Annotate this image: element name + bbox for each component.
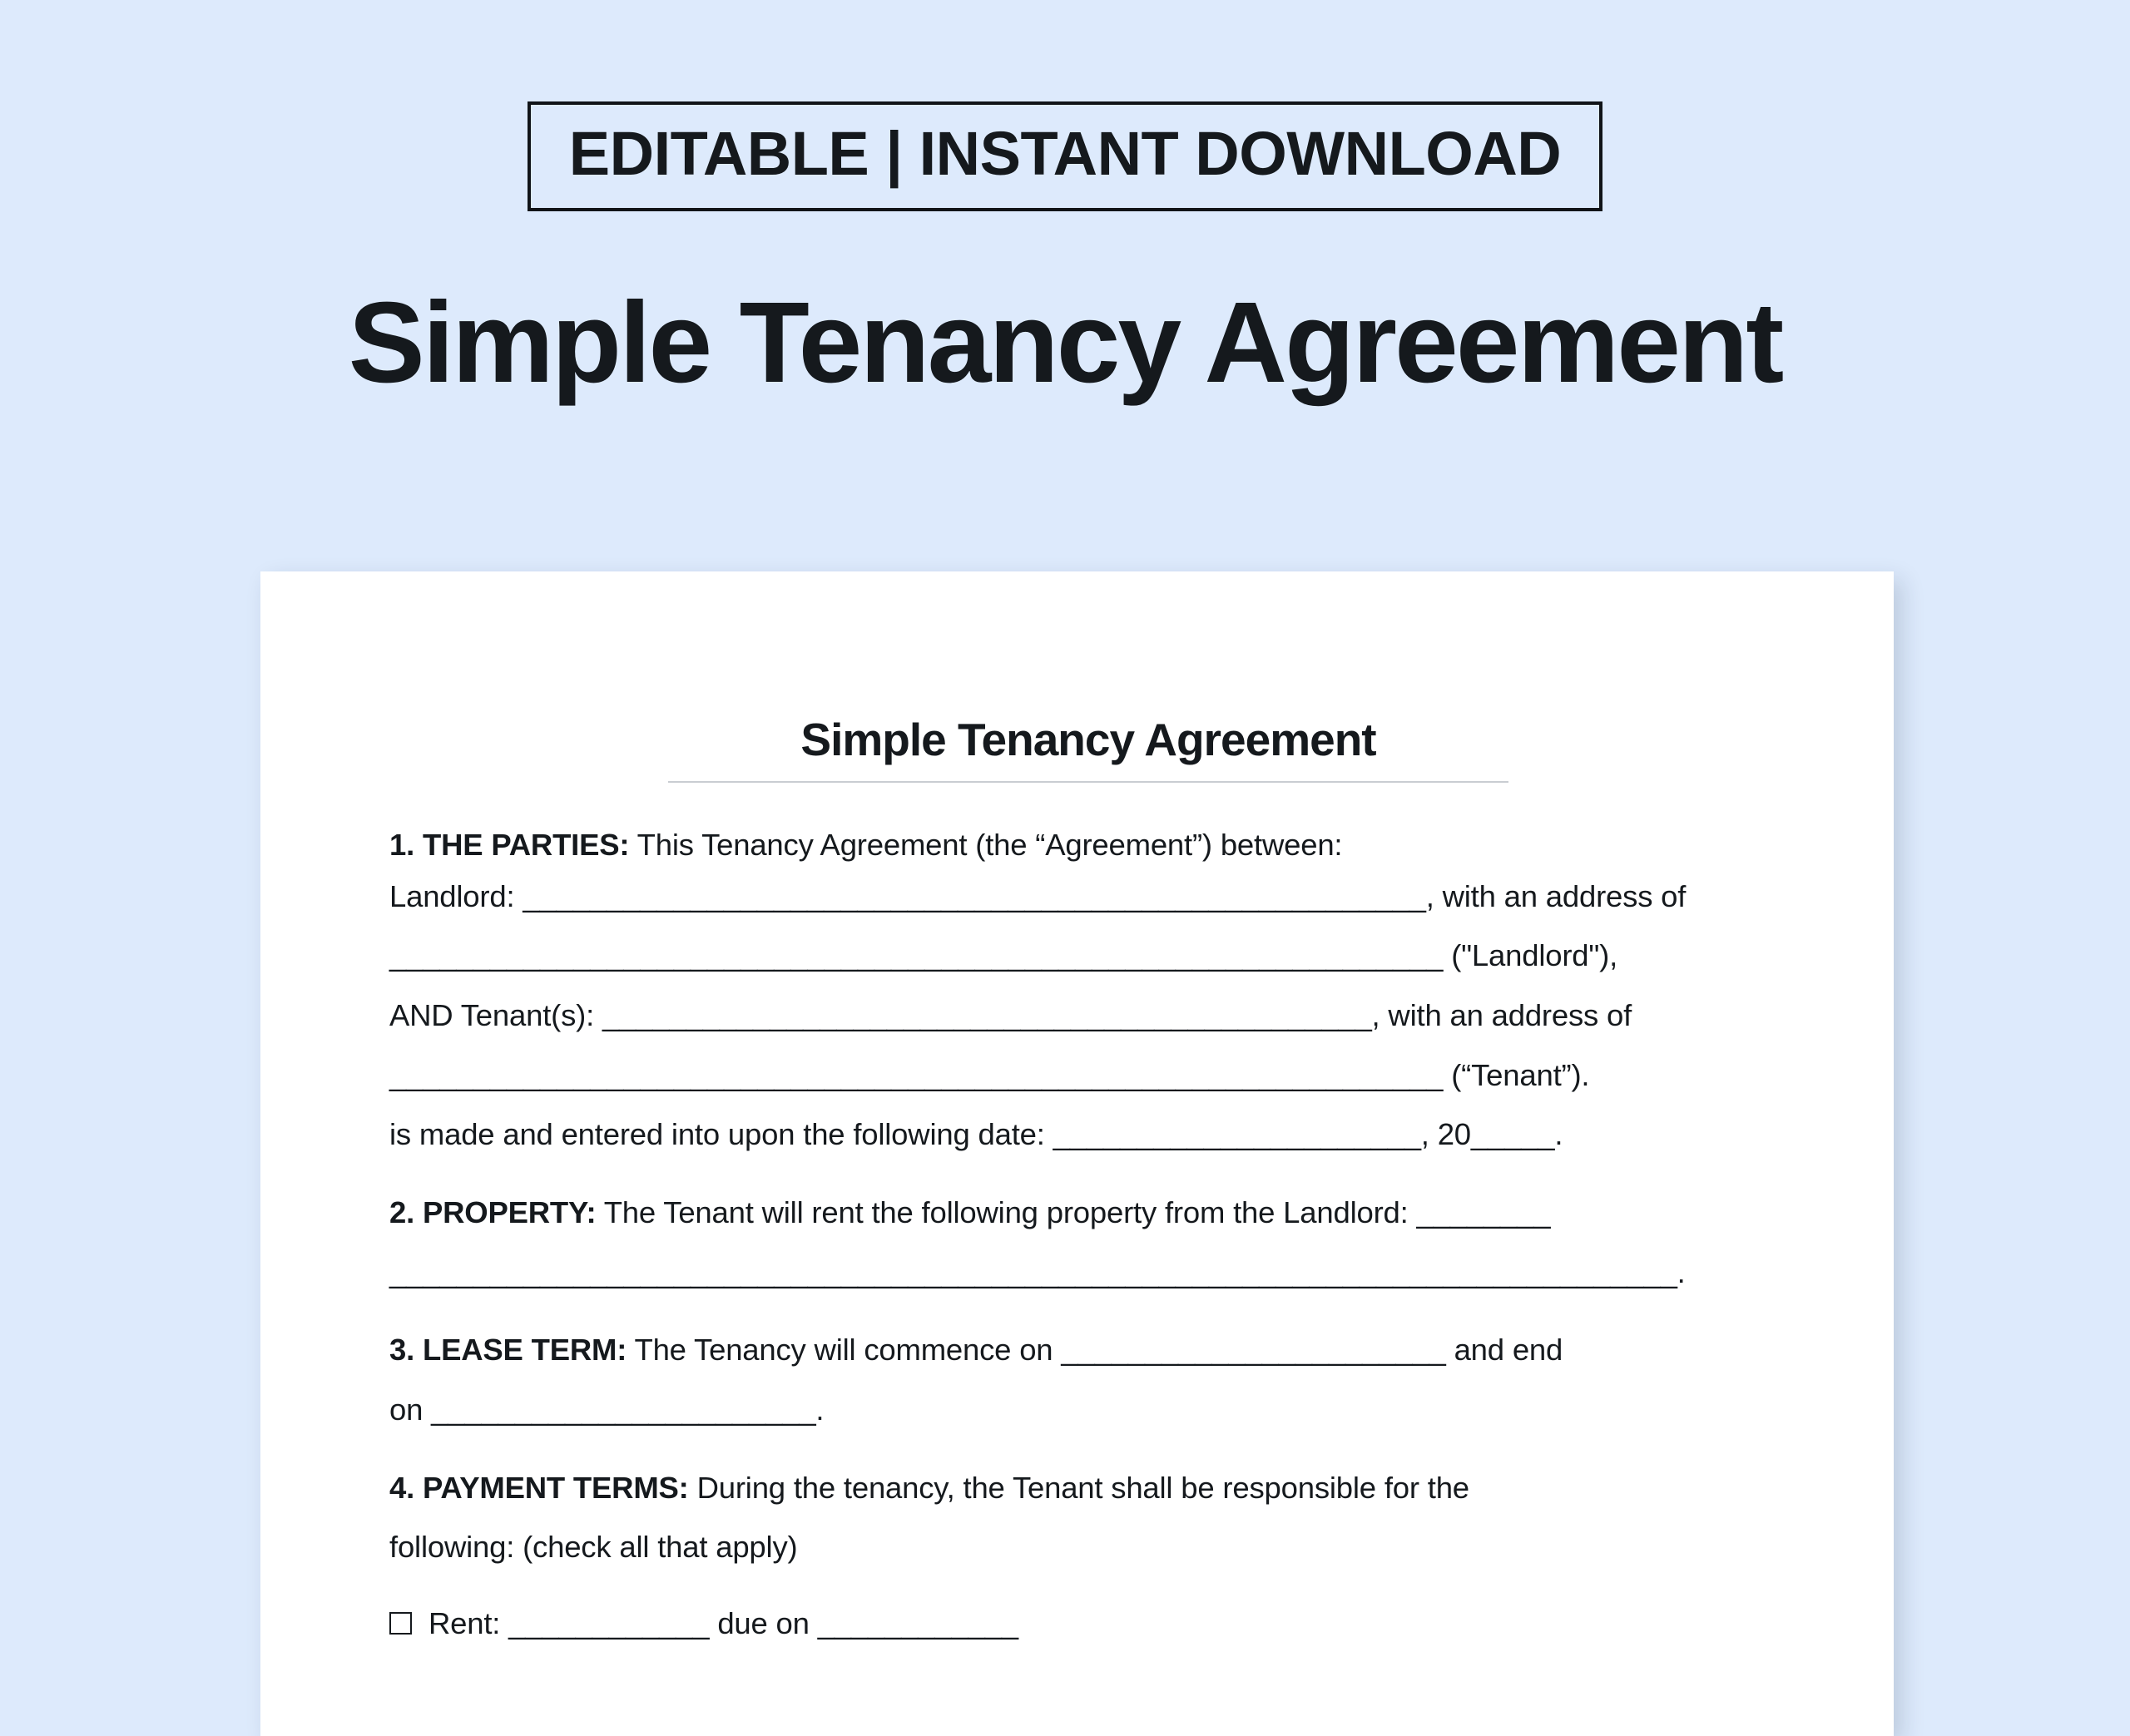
section-parties-line-3: AND Tenant(s): ______________________________________________, with an address of xyxy=(389,997,1632,1032)
section-parties-line-5: is made and entered into upon the following date: ______________________, 20_____. xyxy=(389,1117,1563,1152)
section-lease-term-line-1 xyxy=(389,1326,1787,1374)
section-payment-terms-heading: 4. PAYMENT TERMS: xyxy=(389,1470,689,1505)
section-parties-line-4: _______________________________________________________________ (“Tenant”). xyxy=(389,1057,1590,1092)
document-title: Simple Tenancy Agreement xyxy=(800,714,1376,765)
section-lease-term-heading: 3. LEASE TERM: xyxy=(389,1333,627,1368)
checkbox-icon[interactable] xyxy=(389,1612,412,1635)
document-preview-sheet xyxy=(260,571,1894,1736)
section-parties-heading-line xyxy=(389,821,1787,869)
section-payment-terms-text-1: During the tenancy, the Tenant shall be responsible for the xyxy=(688,1470,1469,1505)
section-lease-term-line-2: on _______________________. xyxy=(389,1392,825,1427)
payment-checkbox-label: Rent: ____________ due on ____________ xyxy=(428,1605,1018,1640)
section-payment-terms-line-1 xyxy=(389,1464,1787,1512)
section-property-line-1 xyxy=(389,1189,1787,1237)
promo-badge xyxy=(528,101,1602,211)
title-divider xyxy=(668,781,1508,783)
promo-badge-container xyxy=(0,101,2130,211)
document-content xyxy=(260,571,1894,1648)
section-parties-line-2: _______________________________________________________________ ("Landlord"), xyxy=(389,938,1618,973)
section-parties-intro: This Tenancy Agreement (the “Agreement”) between: xyxy=(629,828,1343,862)
section-parties-line-1: Landlord: ______________________________________________________, with an address of xyxy=(389,878,1687,913)
section-lease-term-text-1: The Tenancy will commence on _______________________ and end xyxy=(627,1333,1563,1368)
section-property-text-1: The Tenant will rent the following property from the Landlord: ________ xyxy=(596,1194,1551,1229)
page-title: Simple Tenancy Agreement xyxy=(348,279,1782,407)
promo-badge-label: EDITABLE | INSTANT DOWNLOAD xyxy=(568,119,1562,188)
section-property-heading: 2. PROPERTY: xyxy=(389,1194,597,1229)
section-property-line-2: _____________________________________________________________________________. xyxy=(389,1254,1686,1289)
section-payment-terms-line-2: following: (check all that apply) xyxy=(389,1530,798,1565)
payment-checkbox-row xyxy=(389,1600,1787,1648)
section-parties-heading: 1. THE PARTIES: xyxy=(389,828,630,862)
